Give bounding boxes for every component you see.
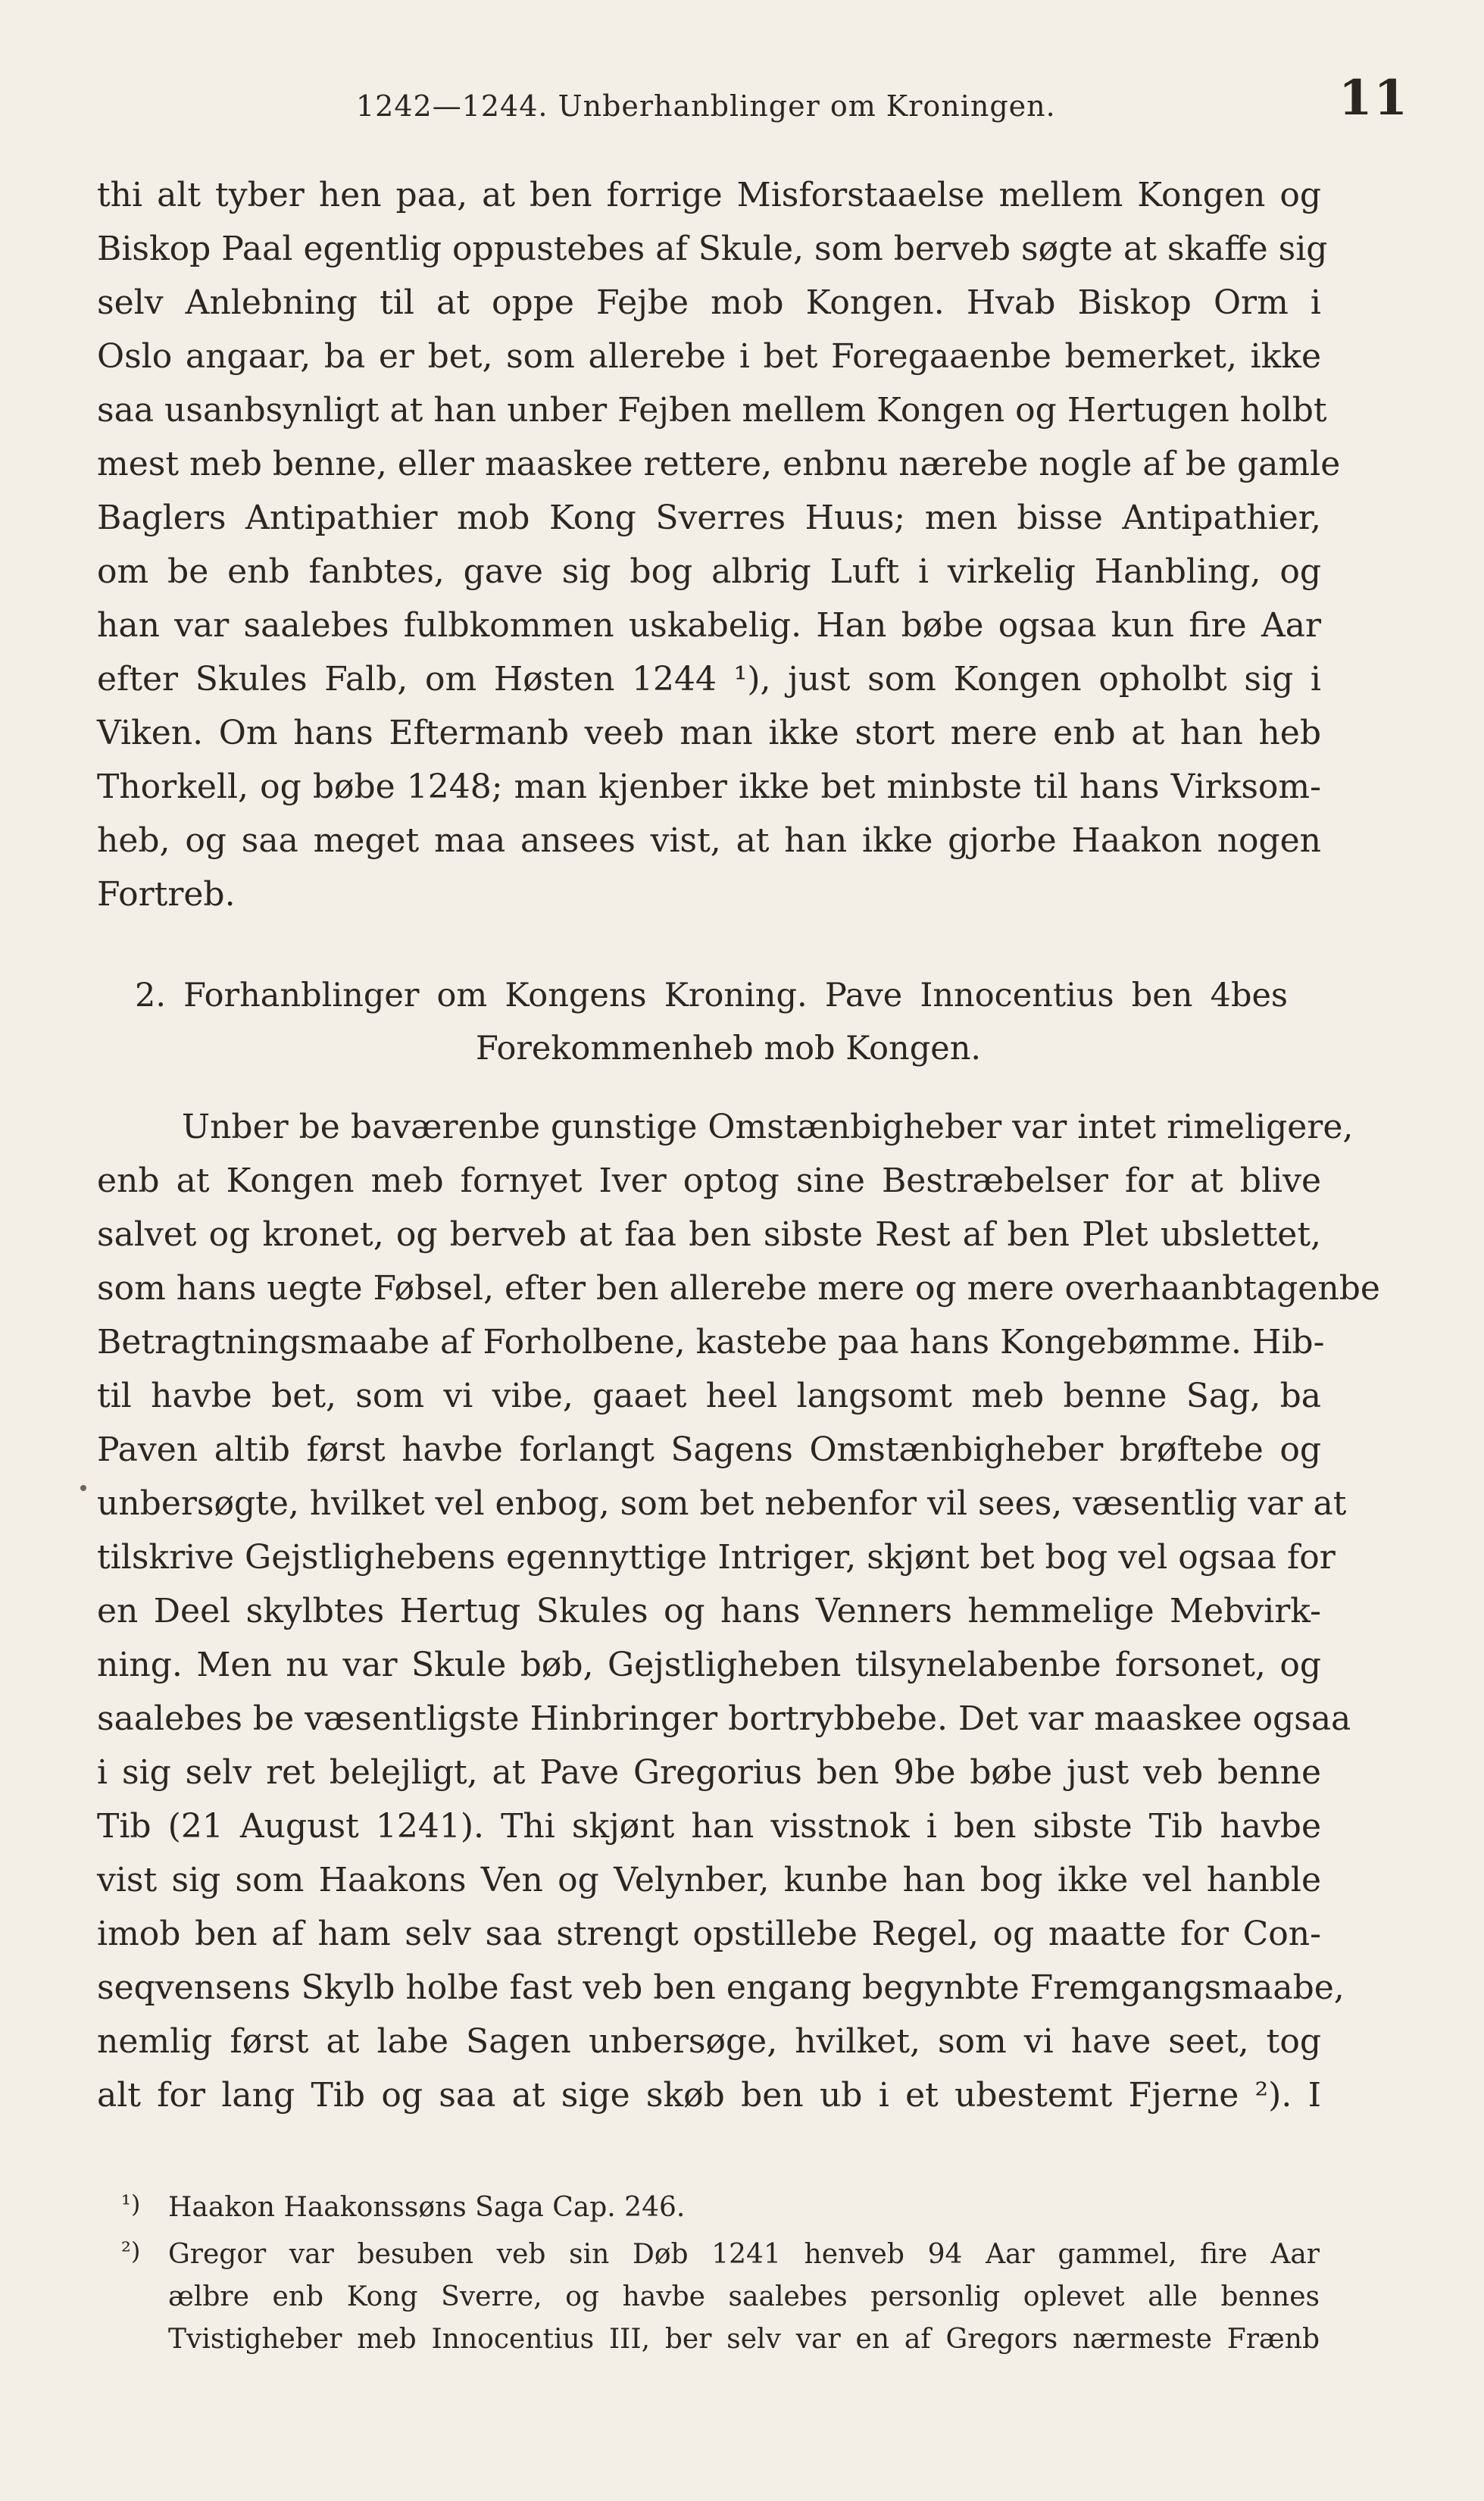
text-line: om be enb fanbtes, gave sig bog albrig Luft i virkelig Hanbling, og [97,552,1321,591]
footnote-2-mark: ²) [121,2237,141,2265]
text-line: ning. Men nu var Skule bøb, Gejstligheben tilsynelabenbe forsonet, og [97,1646,1321,1684]
text-line: seqvensens Skylb holbe fast veb ben engang begynbte Fremgangsmaabe, [97,1968,1345,2007]
text-line: imob ben af ham selv saa strengt opstillebe Regel, og maatte for Con- [97,1915,1321,1953]
running-head: 1242—1244. Unberhanblinger om Kroningen. [356,89,1056,123]
text-line: Unber be baværenbe gunstige Omstænbigheber var intet rimeligere, [182,1108,1354,1146]
text-line: mest meb benne, eller maaskee rettere, enbnu nærebe nogle af be gamle [97,445,1341,483]
text-line: tilskrive Gejstlighebens egennyttige Intriger, skjønt bet bog vel ogsaa for [97,1538,1336,1577]
text-line: Viken. Om hans Eftermanb veeb man ikke stort mere enb at han heb [97,714,1321,752]
text-line: Betragtningsmaabe af Forholbene, kastebe paa hans Kongebømme. Hib- [97,1323,1325,1361]
page-header [98,70,1417,138]
text-line: Thorkell, og bøbe 1248; man kjenber ikke bet minbste til hans Virksom- [97,767,1321,806]
section-heading-line-1: 2. Forhanblinger om Kongens Kroning. Pave Innocentius ben 4bes [135,977,1288,1014]
text-line: Paven altib først havbe forlangt Sagens Omstænbigheber brøftebe og [97,1430,1321,1469]
text-line: unbersøgte, hvilket vel enbog, som bet nebenfor vil sees, væsentlig var at [97,1484,1347,1523]
text-line: Oslo angaar, ba er bet, som allerebe i bet Foregaaenbe bemerket, ikke [97,337,1321,376]
text-line: Fortreb. [97,875,236,914]
footnote-2-text: ælbre enb Kong Sverre, og havbe saalebes personlig oplevet alle bennes [168,2281,1320,2312]
footnote-1-mark: ¹) [121,2190,141,2218]
footnote-2-text: Tvistigheber meb Innocentius III, ber selv var en af Gregors nærmeste Frænb [168,2324,1320,2355]
text-line: nemlig først at labe Sagen unbersøge, hvilket, som vi have seet, tog [97,2022,1321,2061]
text-line: han var saalebes fulbkommen uskabelig. Han bøbe ogsaa kun fire Aar [97,606,1321,645]
page-number: 11 [1338,70,1409,127]
text-line: salvet og kronet, og berveb at faa ben sibste Rest af ben Plet ubslettet, [97,1215,1321,1254]
footnote-1-text: Haakon Haakonssøns Saga Cap. 246. [168,2192,686,2223]
text-line: selv Anlebning til at oppe Fejbe mob Kongen. Hvab Biskop Orm i [97,283,1321,322]
text-line: Tib (21 August 1241). Thi skjønt han visstnok i ben sibste Tib havbe [97,1807,1321,1846]
text-line: en Deel skylbtes Hertug Skules og hans Venners hemmelige Mebvirk- [97,1592,1321,1630]
text-line: Biskop Paal egentlig oppustebes af Skule, som berveb søgte at skaffe sig [97,230,1328,268]
text-line: heb, og saa meget maa ansees vist, at han ikke gjorbe Haakon nogen [97,821,1321,860]
text-line: thi alt tyber hen paa, at ben forrige Misforstaaelse mellem Kongen og [97,176,1321,214]
text-line: enb at Kongen meb fornyet Iver optog sine Bestræbelser for at blive [97,1161,1321,1200]
text-line: saa usanbsynligt at han unber Fejben mellem Kongen og Hertugen holbt [97,391,1327,430]
text-line: i sig selv ret belejligt, at Pave Gregorius ben 9be bøbe just veb benne [97,1753,1321,1792]
footnote-2-text: Gregor var besuben veb sin Døb 1241 henveb 94 Aar gammel, fire Aar [168,2239,1320,2270]
text-line: efter Skules Falb, om Høsten 1244 ¹), just som Kongen opholbt sig i [97,660,1321,699]
text-line: som hans uegte Føbsel, efter ben allerebe mere og mere overhaanbtagenbe [97,1269,1380,1308]
text-line: alt for lang Tib og saa at sige skøb ben ub i et ubestemt Fjerne ²). I [97,2076,1321,2115]
text-line: vist sig som Haakons Ven og Velynber, kunbe han bog ikke vel hanble [97,1861,1321,1899]
margin-blemish [80,1485,86,1491]
text-line: Baglers Antipathier mob Kong Sverres Huus; men bisse Antipathier, [97,499,1321,537]
text-line: til havbe bet, som vi vibe, gaaet heel langsomt meb benne Sag, ba [97,1377,1321,1415]
text-line: saalebes be væsentligste Hinbringer bortrybbebe. Det var maaskee ogsaa [97,1699,1351,1738]
section-heading-line-2: Forekommenheb mob Kongen. [476,1030,982,1068]
